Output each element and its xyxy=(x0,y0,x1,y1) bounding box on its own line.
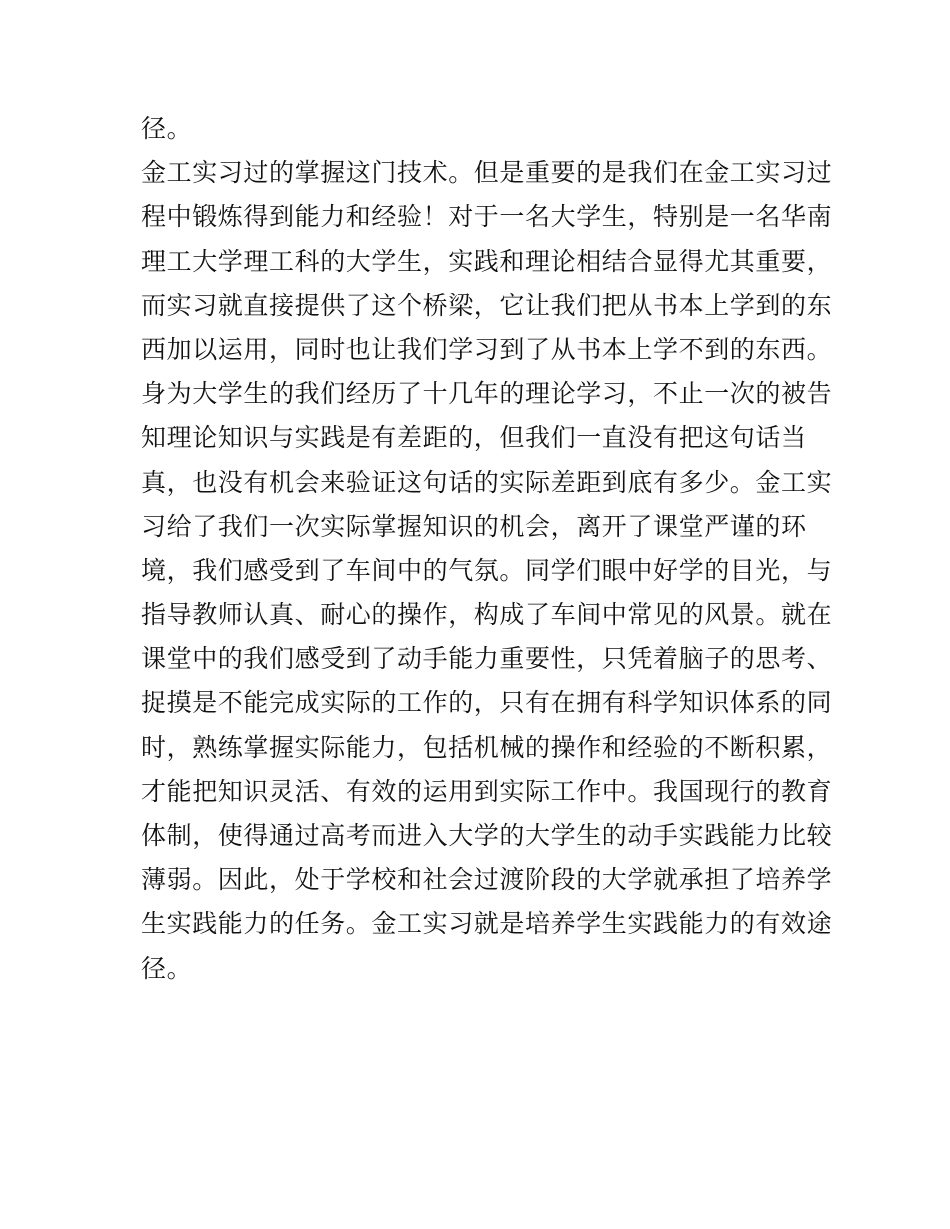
text-line: 金工实习过的掌握这门技术。但是重要的是我们在金工实习过 xyxy=(141,158,833,188)
text-line: 薄弱。因此，处于学校和社会过渡阶段的大学就承担了培养学 xyxy=(141,865,833,895)
text-line: 境，我们感受到了车间中的气氛。同学们眼中好学的目光，与 xyxy=(141,555,833,585)
text-line: 真，也没有机会来验证这句话的实际差距到底有多少。金工实 xyxy=(141,467,833,497)
text-line: 生实践能力的任务。金工实习就是培养学生实践能力的有效途 xyxy=(141,909,833,939)
text-line: 体制，使得通过高考而进入大学的大学生的动手实践能力比较 xyxy=(141,821,833,850)
text-line: 西加以运用，同时也让我们学习到了从书本上学不到的东西。 xyxy=(141,334,833,364)
text-line: 捉摸是不能完成实际的工作的，只有在拥有科学知识体系的同 xyxy=(141,688,833,718)
text-line: 身为大学生的我们经历了十几年的理论学习，不止一次的被告 xyxy=(141,379,833,409)
text-line: 径。 xyxy=(141,953,193,983)
text-line: 程中锻炼得到能力和经验！对于一名大学生，特别是一名华南 xyxy=(141,202,833,232)
text-line: 课堂中的我们感受到了动手能力重要性，只凭着脑子的思考、 xyxy=(141,644,833,674)
text-line: 知理论知识与实践是有差距的，但我们一直没有把这句话当 xyxy=(141,423,807,453)
text-line: 指导教师认真、耐心的操作，构成了车间中常见的风景。就在 xyxy=(141,600,833,630)
text-line: 才能把知识灵活、有效的运用到实际工作中。我国现行的教育 xyxy=(141,776,833,806)
text-line: 径。 xyxy=(141,114,193,143)
text-line: 而实习就直接提供了这个桥梁，它让我们把从书本上学到的东 xyxy=(141,290,833,320)
text-line: 理工大学理工科的大学生，实践和理论相结合显得尤其重要， xyxy=(141,246,833,276)
text-line: 时，熟练掌握实际能力，包括机械的操作和经验的不断积累， xyxy=(141,732,833,762)
body-text xyxy=(141,107,833,991)
text-line: 习给了我们一次实际掌握知识的机会，离开了课堂严谨的环 xyxy=(141,511,807,541)
